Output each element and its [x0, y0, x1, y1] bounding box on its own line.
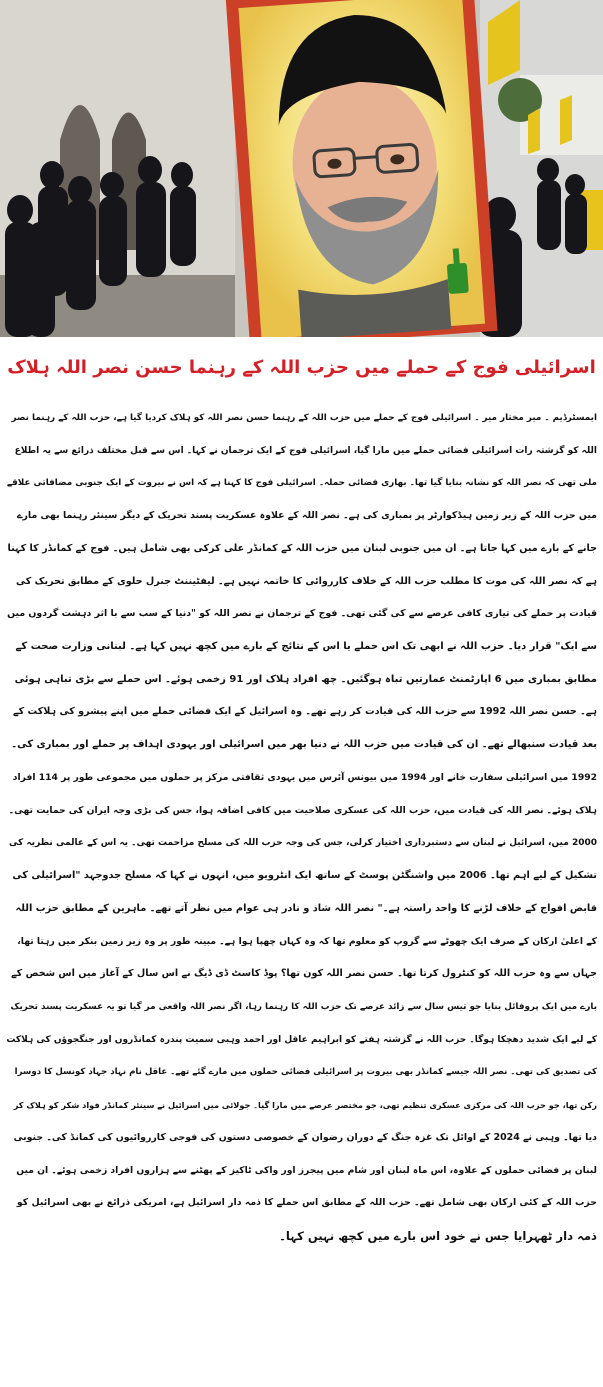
article-body-line: ہلاک ہوئے۔ نصر اللہ کی قیادت میں، حزب اللہ کی عسکری صلاحیت میں کافی اضافہ ہوا، جس کی بڑی وجہ ایران کی حمایت تھی۔ [8, 804, 597, 816]
article-body-line: تشکیل کے لیے اہم تھا۔ 2006 میں واشنگٹن پوسٹ کے ساتھ ایک انٹرویو میں، انہوں نے کہا کہ مسلح جدوجہد "اسرائیلی کی [12, 870, 597, 882]
article-body-line: اللہ کو گزشتہ رات اسرائیلی فضائی حملے میں مارا گیا، اسرائیلی فوج کے ایک ترجمان نے کہا۔ اس سے قبل مختلف ذرائع سے یہ اطلاع [14, 445, 597, 456]
article-body-line: کے اعلیٰ ارکان کے صرف ایک چھوٹے سے گروپ کو معلوم تھا کہ وہ کہاں چھپا ہوا ہے۔ مبینہ طور پر وہ زیر زمین بنکر میں رہتا تھا، [17, 935, 597, 947]
article-body-line: رکن تھا، جو حزب اللہ کی مرکزی عسکری تنظیم تھی، جو مختصر عرصے میں مارا گیا۔ جولائی میں اسرائیل نے سینئر کمانڈر فواد شکر کو ہلاک کر [13, 1100, 597, 1111]
article-body-line: جہاں سے وہ حزب اللہ کو کنٹرول کرتا تھا۔ حسن نصر اللہ کون تھا؟ پوڈ کاسٹ ڈی ڈیگ نے اس سال کے آغاز میں اس شخص کے [11, 968, 597, 980]
news-photo-illustration [0, 0, 603, 337]
article-body-line: لبنان پر فضائی حملوں کے علاوہ، اس ماہ لبنان اور شام میں پیجرز اور واکی ٹاکیز کے پھٹنے سے ہزاروں افراد زخمی ہوئے۔ ان میں [16, 1164, 597, 1176]
article-body-line: بعد قیادت سنبھالے تھے۔ ان کی قیادت میں حزب اللہ نے دنیا بھر میں اسرائیلی اور یہودی اہداف پر حملے اور بمباری کی۔ [11, 739, 597, 751]
article-body-line: جانے کے بارے میں کہا جاتا ہے۔ ان میں جنوبی لبنان میں حزب اللہ کے کمانڈر علی کرکی بھی شامل ہیں۔ فوج کے کمانڈر کا کہنا [7, 542, 597, 554]
article-body-line: ہے کہ نصر اللہ کی موت کا مطلب حزب اللہ کے خلاف کارروائی کا خاتمہ نہیں ہے۔ لیفٹیننٹ جنرل حلوی کے مطابق تحریک کی [16, 575, 597, 587]
article-body-line: ہے۔ حسن نصر اللہ 1992 سے حزب اللہ کی قیادت کر رہے تھے۔ وہ اسرائیل کے ایک فضائی حملے میں اپنے پیشرو کی ہلاکت کے [13, 706, 597, 718]
article-body-line: 1992 میں اسرائیلی سفارت خانے اور 1994 میں بیونس آئرس میں یہودی ثقافتی مرکز پر حملوں میں مجموعی طور پر 114 افراد [12, 771, 597, 783]
article-body-line: سے ایک" قرار دیا۔ حزب اللہ نے ابھی تک اس حملے یا اس کے نتائج کے بارے میں کچھ نہیں کہا ہے۔ لبنانی وزارت صحت کے [15, 641, 597, 653]
article-body-line: ملی تھی کہ نصر اللہ کو نشانہ بنایا گیا تھا۔ بھاری فضائی حملہ۔ اسرائیلی فوج کا کہنا ہے کہ اس نے بیروت کے ایک جنوبی مضافاتی علاقے [6, 478, 597, 489]
article-body-line: کی تصدیق کی تھی۔ نصر اللہ جیسے کمانڈر بھی بیروت پر اسرائیلی فضائی حملوں میں مارے گئے تھے۔ عاقل نام نہاد جہاد کونسل کا دوسرا [14, 1067, 597, 1078]
article-body-line: کے لیے ایک شدید دھچکا ہوگا۔ حزب اللہ نے گزشتہ ہفتے کو ابراہیم عاقل اور احمد وہبی سمیت پندرہ کمانڈروں اور جنگجوؤں کی ہلاکت [6, 1034, 597, 1045]
article-body [6, 402, 597, 1384]
article-body-line: میں حزب اللہ کے زیر زمین ہیڈکوارٹر پر بمباری کی ہے۔ نصر اللہ کے علاوہ عسکریت پسند تحریک کے دیگر سینئر رہنما بھی مارے [17, 510, 597, 522]
article-body-line: قیادت پر حملے کی تیاری کافی عرصے سے کی گئی تھی۔ فوج کے ترجمان نے نصر اللہ کو "دنیا کے سب سے با اثر دہشت گردوں میں [7, 608, 597, 620]
article-body-line: دیا تھا۔ وہبی نے 2024 کے اوائل تک غزہ جنگ کے دوران رضوان کے خصوصی دستوں کی فوجی کارروائیوں کی کمانڈ کی۔ جنوبی [13, 1131, 597, 1143]
article-body-line: حزب اللہ کے کئی ارکان بھی شامل تھے۔ حزب اللہ کے مطابق اس حملے کا ذمہ دار اسرائیل ہے، امریکی ذرائع نے بھی اسرائیل کو [16, 1197, 597, 1209]
news-photo [0, 0, 603, 337]
article-body-line: قابض افواج کے خلاف لڑنے کا واحد راستہ ہے۔" نصر اللہ شاذ و نادر ہی عوام میں نظر آتے تھے۔ ماہرین کے مطابق حزب اللہ [15, 902, 597, 914]
article-body-line: ایمسٹرڈیم ۔ میر مختار میر ۔ اسرائیلی فوج کے حملے میں حزب اللہ کے رہنما حسن نصر اللہ کو ہلاک کردیا گیا ہے، حزب اللہ کے رہنما نصر [11, 413, 597, 423]
article-body-line: مطابق بمباری میں 6 اپارٹمنٹ عمارتیں تباہ ہوگئیں۔ چھ افراد ہلاک اور 91 زخمی ہوئے۔ اس حملے سے بڑی تباہی ہوئی [14, 673, 597, 685]
article-headline: اسرائیلی فوج کے حملے میں حزب اللہ کے رہنما حسن نصر اللہ ہلاک [7, 357, 596, 378]
article-body-line: ذمہ دار ٹھہرایا جس نے خود اس بارے میں کچھ نہیں کہا۔ [279, 1228, 597, 1243]
article-body-line: 2000 میں، اسرائیل نے لبنان سے دستبرداری اختیار کرلی، جس کی وجہ حزب اللہ کی مسلح مزاحمت تھی۔ یہ اس کے عالمی نظریہ کی [8, 838, 597, 849]
article-body-line: بارے میں ایک پروفائل بنایا جو تیس سال سے زائد عرصے تک حزب اللہ کا رہنما رہا، اگر نصر اللہ واقعی مر گیا تو یہ عسکریت پسند تحریک [10, 1001, 597, 1012]
